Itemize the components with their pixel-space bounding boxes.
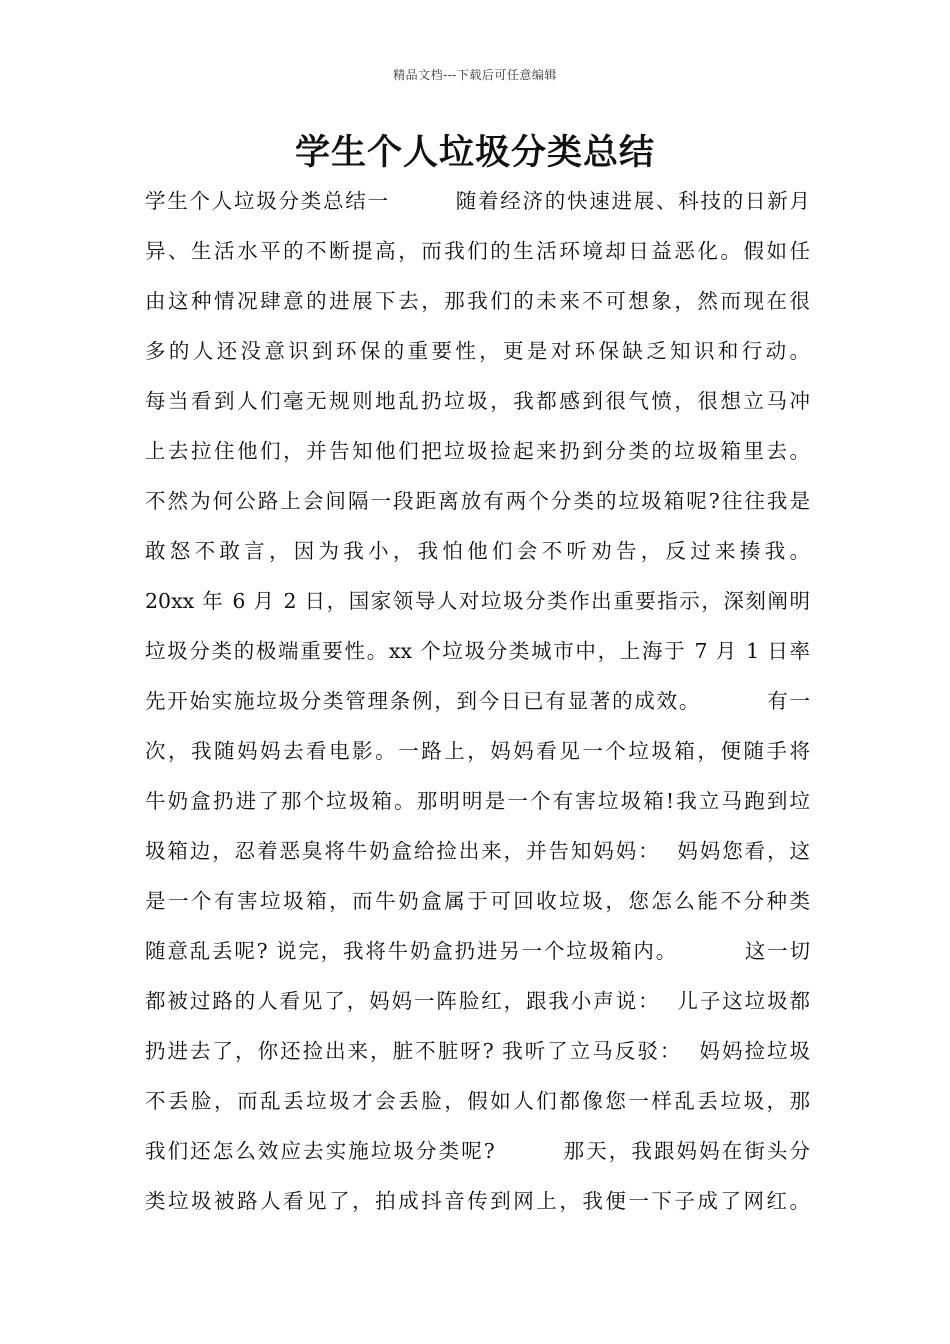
- body-line: 先开始实施垃圾分类管理条例，到今日已有显著的成效。 有一: [145, 689, 810, 713]
- document-body: [145, 176, 810, 1226]
- body-line: 随意乱丢呢? 说完，我将牛奶盒扔进另一个垃圾箱内。 这一切: [145, 939, 810, 963]
- body-line: 每当看到人们毫无规则地乱扔垃圾，我都感到很气愤，很想立马冲: [145, 389, 810, 413]
- body-line: 异、生活水平的不断提高，而我们的生活环境却日益恶化。假如任: [145, 239, 810, 263]
- body-line: 20xx 年 6 月 2 日，国家领导人对垃圾分类作出重要指示，深刻阐明: [145, 589, 810, 613]
- body-line: 次，我随妈妈去看电影。一路上，妈妈看见一个垃圾箱，便随手将: [145, 739, 810, 763]
- body-line: 牛奶盒扔进了那个垃圾箱。那明明是一个有害垃圾箱!我立马跑到垃: [145, 789, 810, 813]
- body-line: 不丢脸，而乱丢垃圾才会丢脸，假如人们都像您一样乱丢垃圾，那: [145, 1089, 810, 1113]
- header-note: 精品文档---下载后可任意编辑: [393, 68, 557, 82]
- body-line: 多的人还没意识到环保的重要性，更是对环保缺乏知识和行动。: [145, 339, 810, 363]
- body-line: 不然为何公路上会间隔一段距离放有两个分类的垃圾箱呢?往往我是: [145, 489, 810, 513]
- body-line: 由这种情况肆意的进展下去，那我们的未来不可想象，然而现在很: [145, 289, 810, 313]
- body-line: 我们还怎么效应去实施垃圾分类呢? 那天，我跟妈妈在街头分: [145, 1139, 810, 1163]
- body-line: 都被过路的人看见了，妈妈一阵脸红，跟我小声说： 儿子这垃圾都: [145, 989, 810, 1013]
- body-line: 扔进去了，你还捡出来，脏不脏呀? 我听了立马反驳： 妈妈捡垃圾: [145, 1039, 810, 1063]
- body-line: 圾箱边，忍着恶臭将牛奶盒给捡出来，并告知妈妈： 妈妈您看，这: [145, 839, 810, 863]
- body-line: 是一个有害垃圾箱，而牛奶盒属于可回收垃圾，您怎么能不分种类: [145, 889, 810, 913]
- document-title: 学生个人垃圾分类总结: [294, 132, 655, 173]
- body-line: 垃圾分类的极端重要性。xx 个垃圾分类城市中，上海于 7 月 1 日率: [145, 639, 810, 663]
- body-line: 类垃圾被路人看见了，拍成抖音传到网上，我便一下子成了网红。: [145, 1189, 810, 1213]
- body-line: 敢怒不敢言，因为我小，我怕他们会不听劝告，反过来揍我。: [145, 539, 810, 563]
- body-line: 学生个人垃圾分类总结一 随着经济的快速进展、科技的日新月: [145, 189, 810, 213]
- body-line: 上去拉住他们，并告知他们把垃圾捡起来扔到分类的垃圾箱里去。: [145, 439, 810, 463]
